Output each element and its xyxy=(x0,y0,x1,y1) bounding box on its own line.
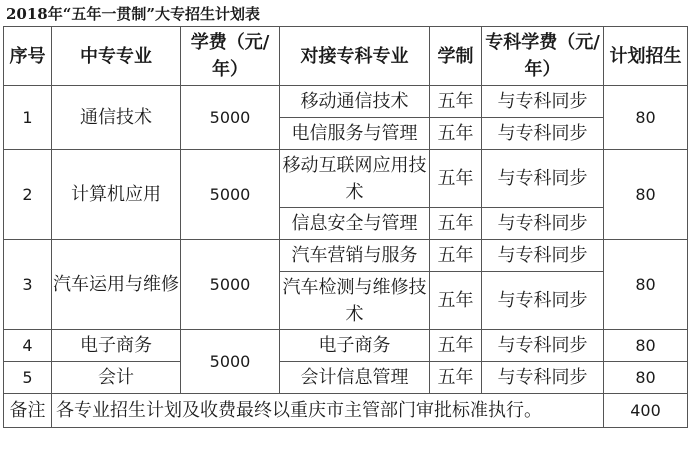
college-fee-cell: 与专科同步 xyxy=(482,330,604,362)
duration-cell: 五年 xyxy=(430,118,482,150)
header-row xyxy=(4,27,688,86)
duration-cell: 五年 xyxy=(430,362,482,394)
fee-cell: 5000 xyxy=(181,330,280,394)
header-college-fee: 专科学费（元/年） xyxy=(482,27,604,86)
major-cell: 通信技术 xyxy=(52,86,181,150)
major-cell: 会计 xyxy=(52,362,181,394)
plan-cell: 80 xyxy=(604,240,688,330)
college-fee-cell: 与专科同步 xyxy=(482,150,604,208)
footer-row xyxy=(4,394,688,428)
duration-cell: 五年 xyxy=(430,150,482,208)
college-major-cell: 移动互联网应用技术 xyxy=(280,150,430,208)
plan-cell: 80 xyxy=(604,150,688,240)
table-row xyxy=(4,150,688,208)
major-cell: 电子商务 xyxy=(52,330,181,362)
college-major-cell: 移动通信技术 xyxy=(280,86,430,118)
header-fee: 学费（元/年） xyxy=(181,27,280,86)
duration-cell: 五年 xyxy=(430,272,482,330)
header-plan: 计划招生 xyxy=(604,27,688,86)
header-duration: 学制 xyxy=(430,27,482,86)
college-major-cell: 汽车检测与维修技术 xyxy=(280,272,430,330)
plan-cell: 80 xyxy=(604,330,688,362)
footer-note: 各专业招生计划及收费最终以重庆市主管部门审批标准执行。 xyxy=(52,394,604,428)
fee-cell: 5000 xyxy=(181,86,280,150)
major-cell: 汽车运用与维修 xyxy=(52,240,181,330)
duration-cell: 五年 xyxy=(430,86,482,118)
college-fee-cell: 与专科同步 xyxy=(482,240,604,272)
duration-cell: 五年 xyxy=(430,208,482,240)
duration-cell: 五年 xyxy=(430,240,482,272)
header-college-major: 对接专科专业 xyxy=(280,27,430,86)
enrollment-plan-table xyxy=(3,26,688,428)
table-row xyxy=(4,86,688,118)
seq-cell: 2 xyxy=(4,150,52,240)
college-fee-cell: 与专科同步 xyxy=(482,272,604,330)
seq-cell: 5 xyxy=(4,362,52,394)
table-row xyxy=(4,362,688,394)
college-major-cell: 信息安全与管理 xyxy=(280,208,430,240)
college-major-cell: 会计信息管理 xyxy=(280,362,430,394)
major-cell: 计算机应用 xyxy=(52,150,181,240)
seq-cell: 4 xyxy=(4,330,52,362)
college-fee-cell: 与专科同步 xyxy=(482,118,604,150)
seq-cell: 1 xyxy=(4,86,52,150)
college-fee-cell: 与专科同步 xyxy=(482,208,604,240)
header-seq: 序号 xyxy=(4,27,52,86)
college-fee-cell: 与专科同步 xyxy=(482,362,604,394)
college-fee-cell: 与专科同步 xyxy=(482,86,604,118)
header-major: 中专专业 xyxy=(52,27,181,86)
seq-cell: 3 xyxy=(4,240,52,330)
plan-cell: 80 xyxy=(604,362,688,394)
footer-total: 400 xyxy=(604,394,688,428)
college-major-cell: 电子商务 xyxy=(280,330,430,362)
table-row xyxy=(4,330,688,362)
table-row xyxy=(4,240,688,272)
plan-cell: 80 xyxy=(604,86,688,150)
college-major-cell: 汽车营销与服务 xyxy=(280,240,430,272)
table-title: 2018年“五年一贯制”大专招生计划表 xyxy=(6,5,261,23)
fee-cell: 5000 xyxy=(181,150,280,240)
footer-label: 备注 xyxy=(4,394,52,428)
college-major-cell: 电信服务与管理 xyxy=(280,118,430,150)
fee-cell: 5000 xyxy=(181,240,280,330)
duration-cell: 五年 xyxy=(430,330,482,362)
